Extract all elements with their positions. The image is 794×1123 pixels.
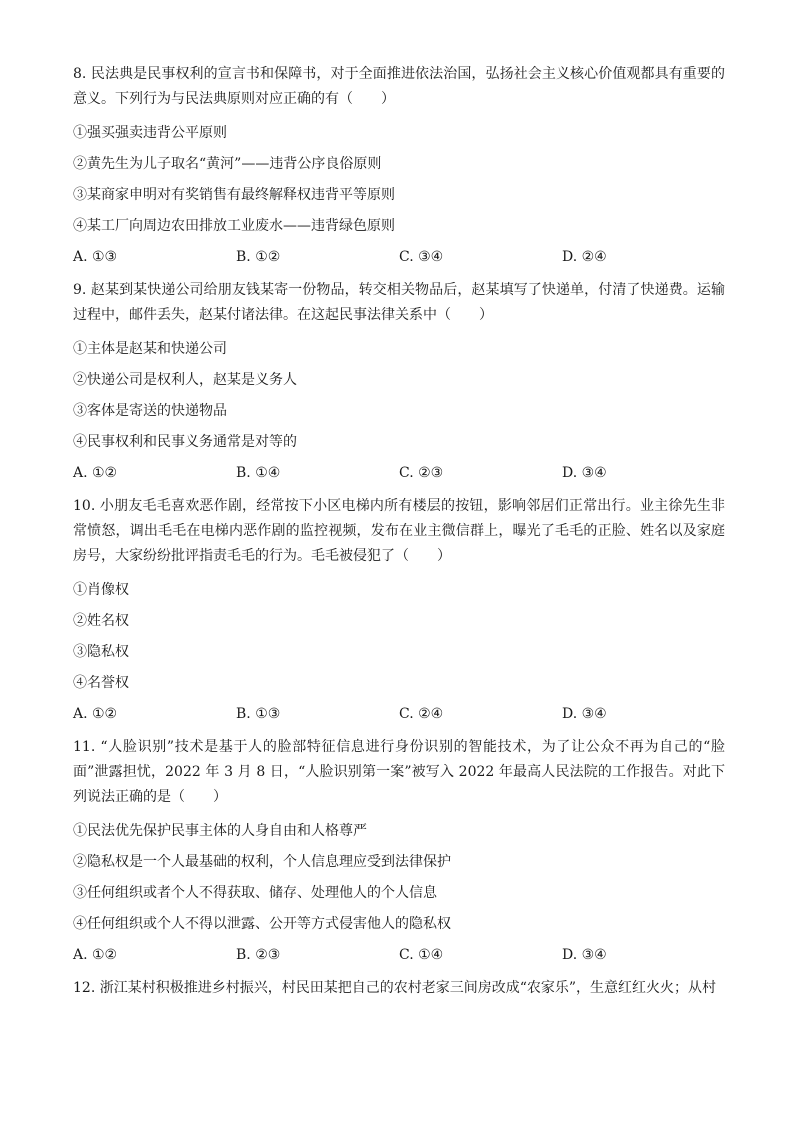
choice-b: B. ②③: [236, 947, 281, 963]
choice-c: C. ②③: [399, 465, 444, 481]
statement-option: ④民事权利和民事义务通常是对等的: [73, 434, 297, 450]
choice-d: D. ②④: [562, 249, 607, 265]
question-stem: 9. 赵某到某快递公司给朋友钱某寄一份物品，转交相关物品后，赵某填写了快递单，付清了快递费。运输过程中，邮件丢失，赵某付诸法律。在这起民事法律关系中（ ）: [73, 282, 725, 323]
statement-option: ①强买强卖违背公平原则: [73, 125, 227, 141]
choice-b: B. ①④: [236, 465, 281, 481]
question-11: [73, 735, 725, 965]
choice-c: C. ①④: [399, 947, 444, 963]
choice-a: A. ①②: [73, 947, 118, 963]
answer-choices: [73, 247, 725, 267]
question-stem: 8. 民法典是民事权利的宣言书和保障书，对于全面推进依法治国，弘扬社会主义核心价值观都具有重要的意义。下列行为与民法典原则对应正确的有（ ）: [73, 66, 725, 107]
statement-option: ②隐私权是一个人最基础的权利，个人信息理应受到法律保护: [73, 854, 451, 870]
answer-choices: [73, 704, 725, 724]
document-page: [73, 62, 725, 1012]
choice-d: D. ③④: [562, 465, 607, 481]
statement-option: ③任何组织或者个人不得获取、储存、处理他人的个人信息: [73, 885, 437, 901]
choice-c: C. ②④: [399, 706, 444, 722]
statement-option: ④某工厂向周边农田排放工业废水——违背绿色原则: [73, 218, 395, 234]
choice-d: D. ③④: [562, 706, 607, 722]
choice-a: A. ①②: [73, 706, 118, 722]
statement-option: ②姓名权: [73, 613, 129, 629]
statement-option: ①肖像权: [73, 582, 129, 598]
question-stem: 11. “人脸识别”技术是基于人的脸部特征信息进行身份识别的智能技术，为了让公众不再为自己的“脸面”泄露担忧，2022 年 3 月 8 日，“人脸识别第一案”被写入 2022 年最高人民法院的工作报告。对此下列说法正确的是（ ）: [73, 739, 725, 805]
choice-b: B. ①③: [236, 706, 281, 722]
question-8: [73, 62, 725, 267]
answer-choices: [73, 463, 725, 483]
question-10: [73, 494, 725, 724]
statement-option: ②黄先生为儿子取名“黄河”——违背公序良俗原则: [73, 156, 382, 172]
statement-option: ④任何组织或个人不得以泄露、公开等方式侵害他人的隐私权: [73, 916, 451, 932]
choice-b: B. ①②: [236, 249, 281, 265]
choice-a: A. ①②: [73, 465, 118, 481]
question-stem: 10. 小朋友毛毛喜欢恶作剧，经常按下小区电梯内所有楼层的按钮，影响邻居们正常出行。业主徐先生非常愤怒，调出毛毛在电梯内恶作剧的监控视频，发布在业主微信群上，曝光了毛毛的正脸、姓名以及家庭房号，大家纷纷批评指责毛毛的行为。毛毛被侵犯了（ ）: [73, 498, 725, 564]
choice-a: A. ①③: [73, 249, 118, 265]
statement-option: ②快递公司是权利人，赵某是义务人: [73, 372, 297, 388]
statement-option: ④名誉权: [73, 675, 129, 691]
statement-option: ③客体是寄送的快递物品: [73, 403, 227, 419]
statement-option: ①民法优先保护民事主体的人身自由和人格尊严: [73, 823, 367, 839]
statement-option: ③某商家申明对有奖销售有最终解释权违背平等原则: [73, 187, 395, 203]
statement-option: ③隐私权: [73, 644, 129, 660]
answer-choices: [73, 945, 725, 965]
choice-d: D. ③④: [562, 947, 607, 963]
statement-option: ①主体是赵某和快递公司: [73, 341, 227, 357]
question-9: [73, 278, 725, 483]
choice-c: C. ③④: [399, 249, 444, 265]
question-stem: 12. 浙江某村积极推进乡村振兴，村民田某把自己的农村老家三间房改成“农家乐”，生意红红火火；从村: [73, 980, 717, 996]
question-12: [73, 976, 725, 1001]
